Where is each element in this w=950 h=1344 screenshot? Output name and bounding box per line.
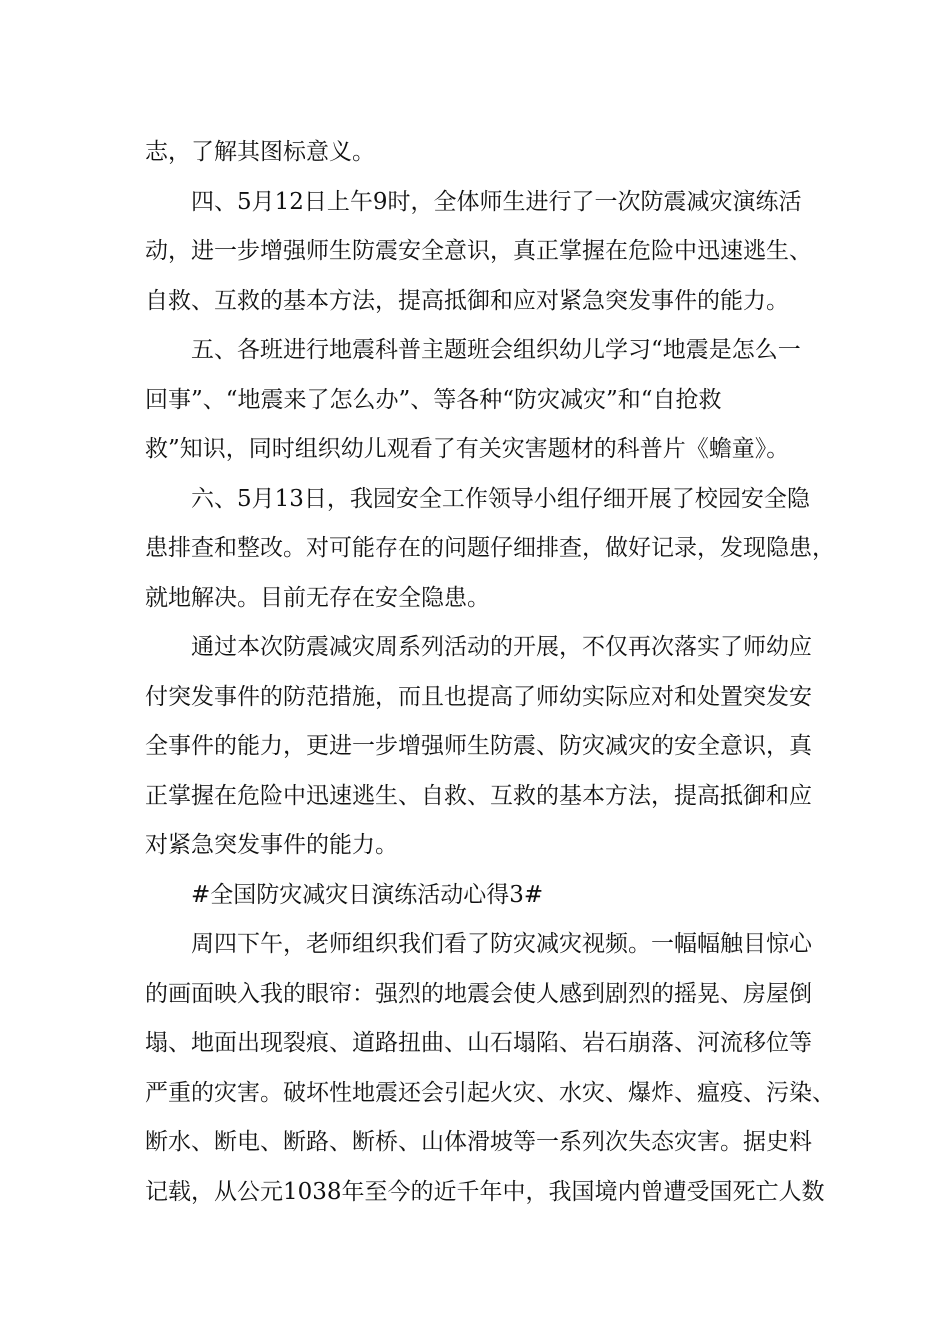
text-line: 六、5月13日，我园安全工作领导小组仔细开展了校园安全隐	[191, 485, 810, 512]
text-line: 正掌握在危险中迅速逃生、自救、互救的基本方法，提高抵御和应	[145, 782, 812, 809]
text-line: 患排查和整改。对可能存在的问题仔细排查，做好记录，发现隐患，	[145, 535, 835, 561]
text-line: 救”知识，同时组织幼儿观看了有关灾害题材的科普片《蟾童》。	[145, 436, 790, 462]
text-line: 对紧急突发事件的能力。	[145, 832, 398, 858]
text-line: 就地解决。目前无存在安全隐患。	[145, 584, 490, 611]
text-line: 回事”、“地震来了怎么办”、等各种“防灾减灾”和“自抢救	[145, 386, 722, 413]
text-line: 记载，从公元1038年至今的近千年中，我国境内曾遭受国死亡人数	[145, 1178, 825, 1205]
text-line: 的画面映入我的眼帘：强烈的地震会使人感到剧烈的摇晃、房屋倒	[145, 980, 812, 1007]
text-line: 五、各班进行地震科普主题班会组织幼儿学习“地震是怎么一	[191, 337, 801, 363]
text-line: #全国防灾减灾日演练活动心得3#	[191, 881, 544, 908]
document-body	[145, 128, 835, 1217]
text-line: 动，进一步增强师生防震安全意识，真正掌握在危险中迅速逃生、	[145, 238, 812, 264]
text-line: 周四下午，老师组织我们看了防灾减灾视频。一幅幅触目惊心	[191, 931, 812, 957]
text-line: 全事件的能力，更进一步增强师生防震、防灾减灾的安全意识，真	[145, 733, 812, 759]
text-line: 严重的灾害。破坏性地震还会引起火灾、水灾、爆炸、瘟疫、污染、	[145, 1079, 835, 1106]
text-line: 付突发事件的防范措施，而且也提高了师幼实际应对和处置突发安	[145, 683, 812, 710]
text-line: 断水、断电、断路、断桥、山体滑坡等一系列次失态灾害。据史料	[145, 1129, 812, 1155]
text-line: 自救、互救的基本方法，提高抵御和应对紧急突发事件的能力。	[145, 287, 789, 314]
text-line: 四、5月12日上午9时，全体师生进行了一次防震减灾演练活	[191, 188, 802, 215]
text-line: 通过本次防震减灾周系列活动的开展，不仅再次落实了师幼应	[191, 634, 812, 660]
text-line: 志，了解其图标意义。	[145, 139, 375, 165]
text-line: 塌、地面出现裂痕、道路扭曲、山石塌陷、岩石崩落、河流移位等	[145, 1030, 812, 1056]
